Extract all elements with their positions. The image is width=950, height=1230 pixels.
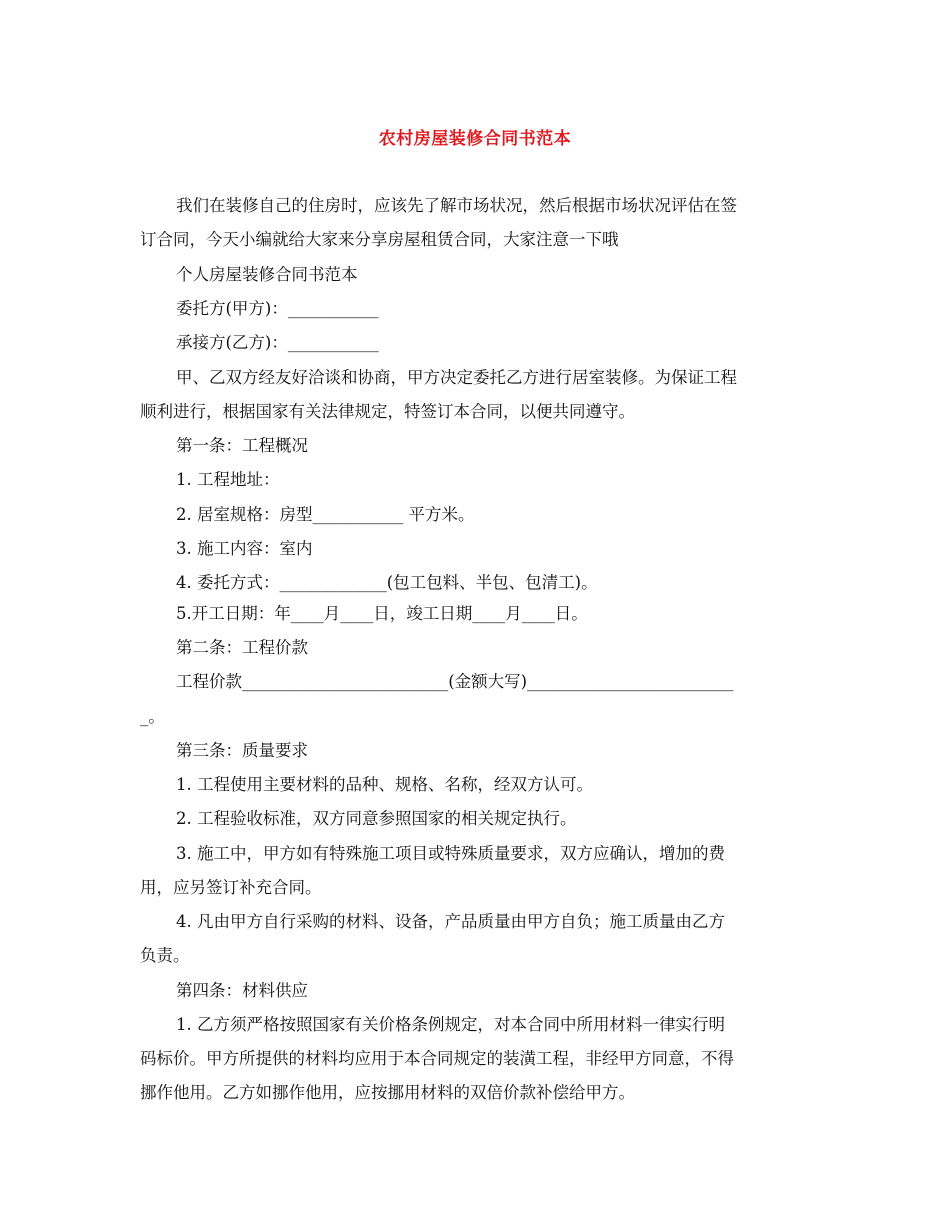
article-1-item-5: 5.开工日期：年____月____日，竣工日期____月____日。 bbox=[176, 604, 588, 623]
article-1-item-1: 1. 工程地址： bbox=[176, 470, 280, 489]
article-2-heading: 第二条：工程价款 bbox=[176, 638, 308, 657]
party-a-line: 委托方(甲方)：___________ bbox=[176, 299, 379, 318]
article-2-price-line: 工程价款_________________________(金额大写)_________________________ bbox=[176, 672, 734, 691]
subtitle-line: 个人房屋装修合同书范本 bbox=[176, 265, 358, 284]
document-title: 农村房屋装修合同书范本 bbox=[378, 129, 572, 149]
article-4-item-1-line-2: 码标价。甲方所提供的材料均应用于本合同规定的装潢工程，非经甲方同意，不得 bbox=[140, 1049, 734, 1068]
article-4-item-1-line-3: 挪作他用。乙方如挪作他用，应按挪用材料的双倍价款补偿给甲方。 bbox=[140, 1083, 635, 1102]
paragraph-line-intro-2: 订合同，今天小编就给大家来分享房屋租赁合同，大家注意一下哦 bbox=[140, 230, 619, 249]
article-3-heading: 第三条：质量要求 bbox=[176, 741, 308, 760]
article-3-item-1: 1. 工程使用主要材料的品种、规格、名称，经双方认可。 bbox=[176, 775, 593, 794]
article-1-item-3: 3. 施工内容：室内 bbox=[176, 539, 313, 558]
article-4-heading: 第四条：材料供应 bbox=[176, 981, 308, 1000]
article-2-price-line-end: _。 bbox=[140, 707, 165, 726]
article-3-item-4-line-2: 负责。 bbox=[140, 946, 190, 965]
paragraph-line-agreement-2: 顺利进行，根据国家有关法律规定，特签订本合同，以便共同遵守。 bbox=[140, 402, 635, 421]
article-1-item-4: 4. 委托方式：_____________(包工包料、半包、包清工)。 bbox=[176, 573, 598, 592]
article-1-heading: 第一条：工程概况 bbox=[176, 436, 308, 455]
article-1-item-2: 2. 居室规格：房型___________ 平方米。 bbox=[176, 505, 475, 524]
article-4-item-1-line-1: 1. 乙方须严格按照国家有关价格条例规定，对本合同中所用材料一律实行明 bbox=[176, 1015, 725, 1034]
paragraph-line-agreement-1: 甲、乙双方经友好洽谈和协商，甲方决定委托乙方进行居室装修。为保证工程 bbox=[176, 368, 737, 387]
article-3-item-3-line-2: 用，应另签订补充合同。 bbox=[140, 878, 322, 897]
article-3-item-2: 2. 工程验收标准，双方同意参照国家的相关规定执行。 bbox=[176, 809, 577, 828]
article-3-item-3-line-1: 3. 施工中，甲方如有特殊施工项目或特殊质量要求，双方应确认，增加的费 bbox=[176, 844, 725, 863]
article-3-item-4-line-1: 4. 凡由甲方自行采购的材料、设备，产品质量由甲方自负；施工质量由乙方 bbox=[176, 912, 725, 931]
party-b-line: 承接方(乙方)：___________ bbox=[176, 333, 379, 352]
paragraph-line-intro-1: 我们在装修自己的住房时，应该先了解市场状况，然后根据市场状况评估在签 bbox=[176, 196, 737, 215]
